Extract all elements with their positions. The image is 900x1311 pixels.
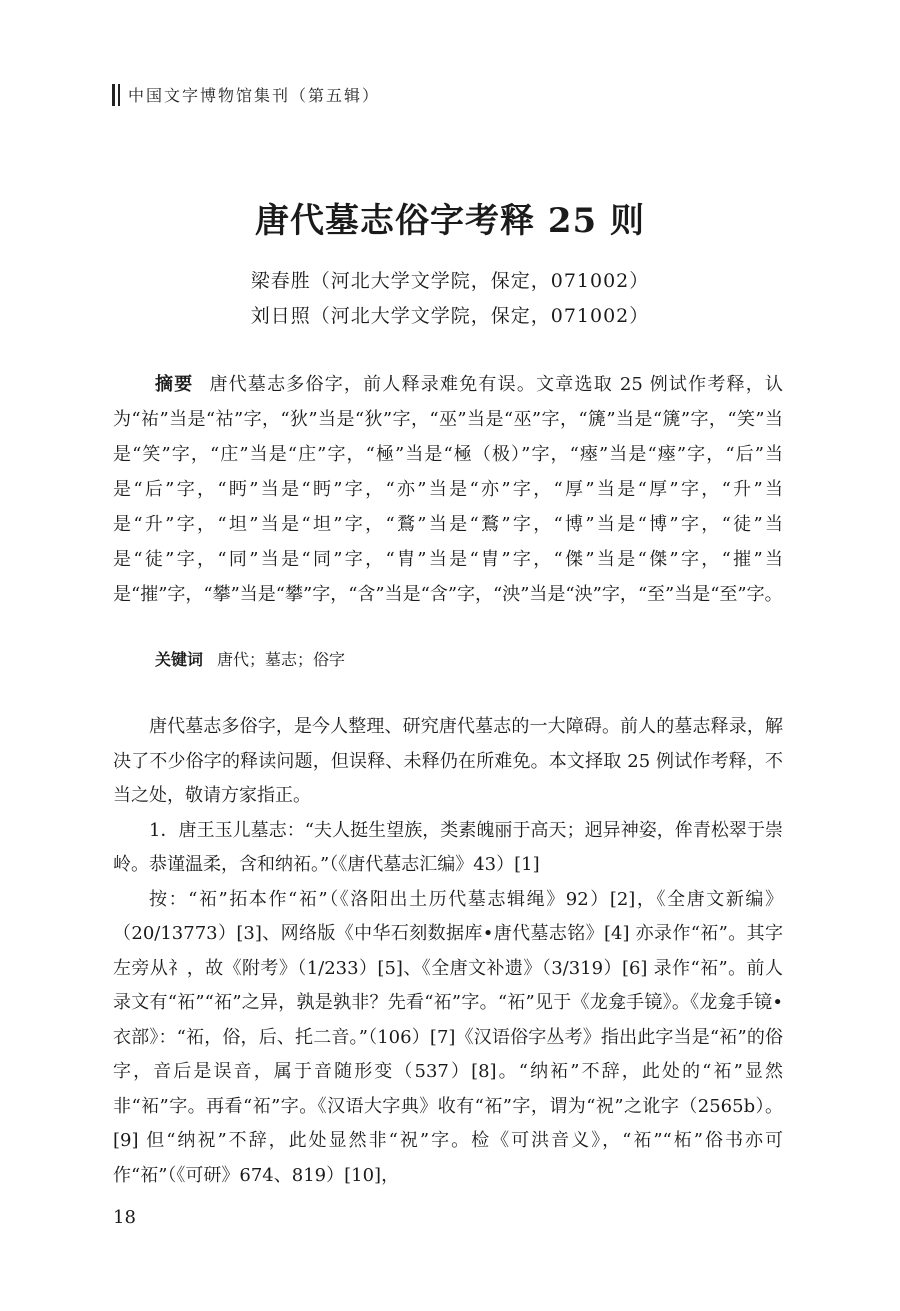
body-text: [113, 710, 783, 1193]
body-paragraph: 1．唐王玉儿墓志：“夫人挺生望族，类素魄丽于高天；迥异神姿，侔青松翠于崇岭。恭谨温柔，含和纳祏。”（《唐代墓志汇编》43）[1]: [113, 819, 783, 875]
abstract-text: 唐代墓志多俗字，前人释录难免有误。文章选取 25 例试作考释，认为“祐”当是“祜”字，“狄”当是“狄”字，“巫”当是“巫”字，“篪”当是“篪”字，“笑”当是“笑”字，“庄”当是“庄”字，“極”当是“極（极）”字，“瘞”当是“瘞”字，“后”当是“后”字，“眄”当是“眄”字，“亦”当是“亦”字，“厚”当是“厚”字，“升”当是“升”字，“坦”当是“坦”字，“鶩”当是“鶩”字，“博”当是“博”字，“徒”当是“徒”字，“同”当是“同”字，“胄”当是“胄”字，“傑”当是“傑”字，“摧”当是“摧”字，“攀”当是“攀”字，“含”当是“含”字，“泱”当是“泱”字，“至”当是“至”字。: [113, 374, 783, 605]
body-paragraph: 唐代墓志多俗字，是今人整理、研究唐代墓志的一大障碍。前人的墓志释录，解决了不少俗字的释读问题，但误释、未释仍在所难免。本文择取 25 例试作考释，不当之处，敬请方家指正。: [113, 716, 783, 806]
keywords: [155, 647, 345, 670]
author-1: 梁春胜（河北大学文学院，保定，071002）: [250, 270, 650, 292]
journal-name: 中国文字博物馆集刊（第五辑）: [128, 86, 381, 105]
page-number: 18: [113, 1207, 136, 1228]
author-2: 刘日照（河北大学文学院，保定，071002）: [250, 305, 650, 327]
running-header: [112, 83, 380, 106]
abstract: [113, 367, 783, 612]
keywords-text: 唐代；墓志；俗字: [217, 650, 346, 669]
article-title: 唐代墓志俗字考释 25 则: [255, 201, 645, 241]
abstract-label: 摘要: [155, 374, 194, 395]
header-bars-icon: [112, 84, 120, 106]
keywords-label: 关键词: [155, 650, 204, 669]
body-paragraph: 按：“祏”拓本作“祏”（《洛阳出土历代墓志辑绳》92）[2]，《全唐文新编》（20/13773）[3]、网络版《中华石刻数据库•唐代墓志铭》[4] 亦录作“祏”。其字左旁从礻，故《附考》（1/233）[5]、《全唐文补遗》（3/319）[6] 录作“祏”。前人录文有“祏”“祏”之异，孰是孰非？先看“祏”字。“祏”见于《龙龛手镜》。《龙龛手镜•衣部》：“祏，俗，后、托二音。”（106）[7]《汉语俗字丛考》指出此字当是“袥”的俗字，音后是误音，属于音随形变（537）[8]。“纳袥”不辞，此处的“祏”显然非“袥”字。再看“祏”字。《汉语大字典》收有“祏”字，谓为“祝”之讹字（2565b）。[9] 但“纳祝”不辞，此处显然非“祝”字。检《可洪音义》，“祏”“柘”俗书亦可作“祏”（《可研》674、819）[10]，: [113, 888, 783, 1186]
